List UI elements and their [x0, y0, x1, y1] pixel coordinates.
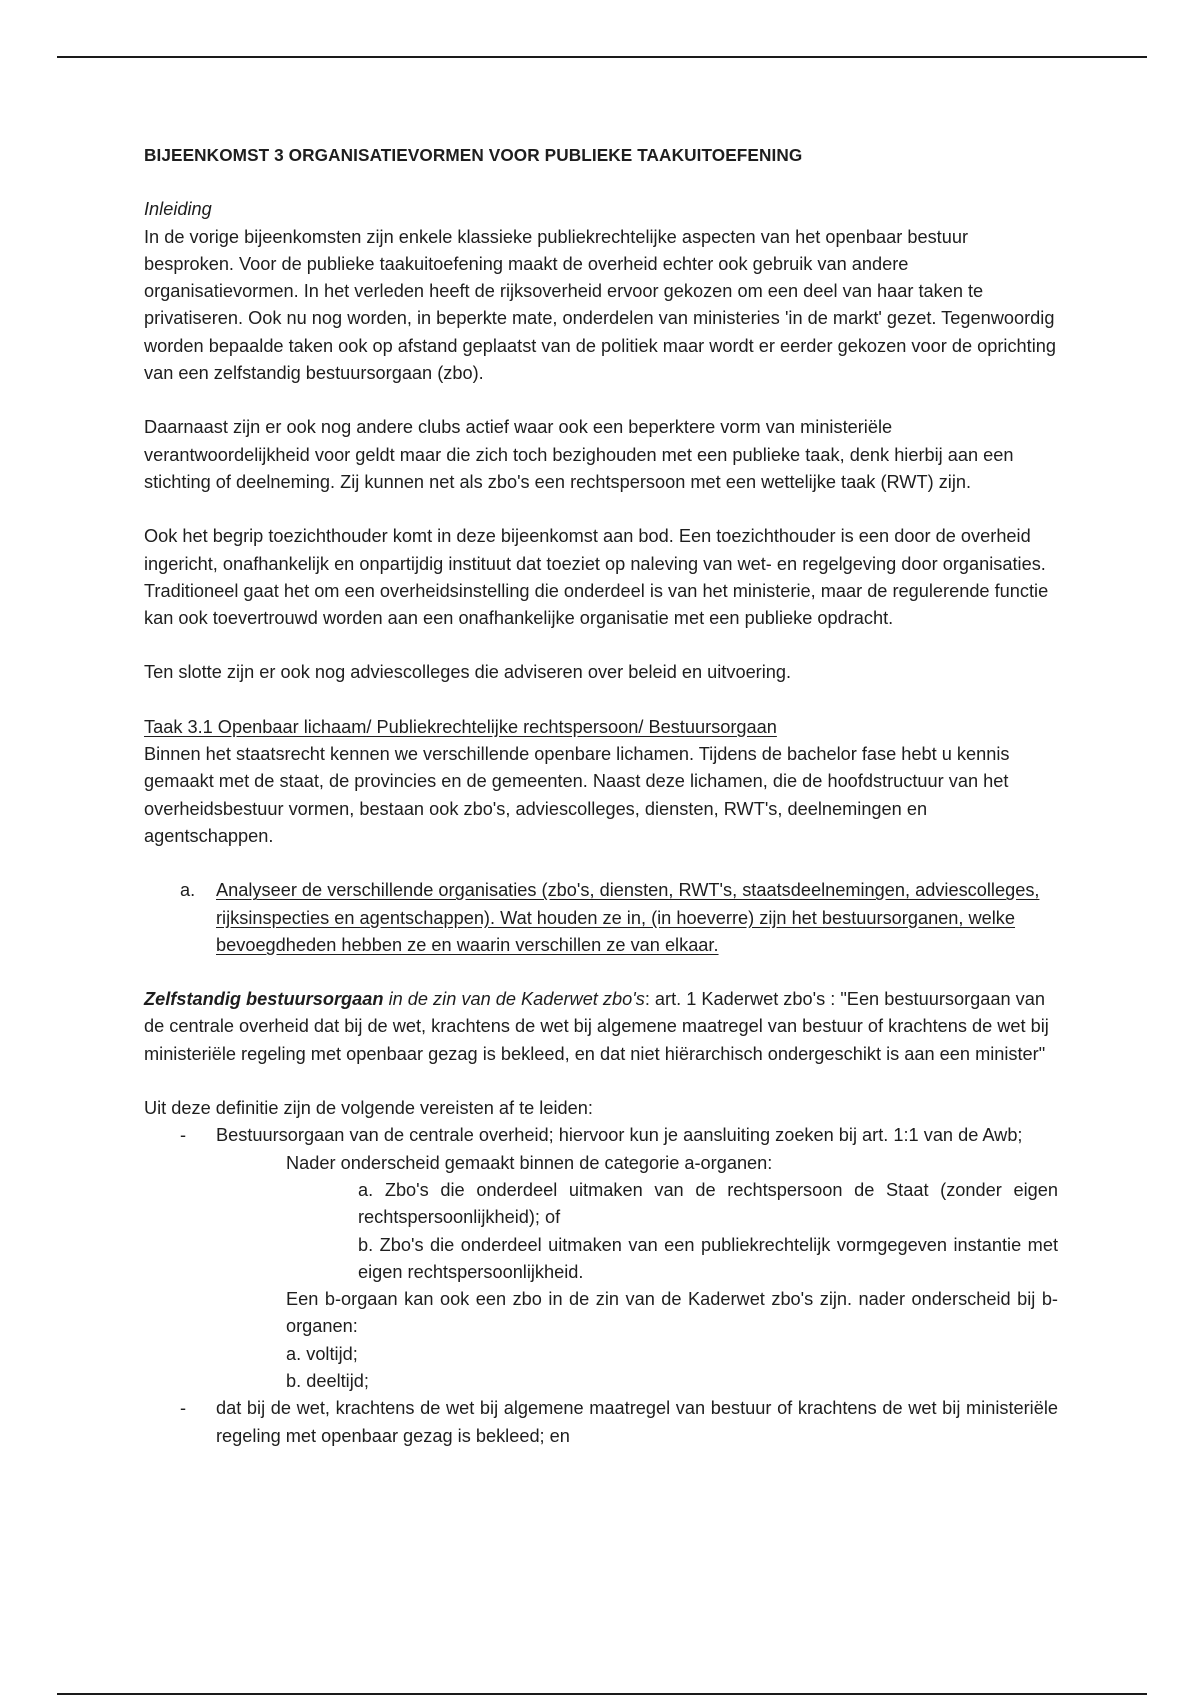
a-organen-intro: Nader onderscheid gemaakt binnen de categorie a-organen: — [286, 1152, 773, 1173]
intro-paragraph-3: Ook het begrip toezichthouder komt in deze bijeenkomst aan bod. Een toezichthouder is een door de overheid ingericht, onafhankelijk en onpartijdig instituut dat toeziet op naleving van wet- en regelgeving door organisaties. Traditioneel gaat het om een overheidsinstelling die onderdeel is van het ministerie, maar de regulerende functie kan ook toevertrouwd worden aan een onafhankelijke organisatie met een publieke opdracht. — [144, 526, 1049, 629]
definition-term: Zelfstandig bestuursorgaan — [144, 989, 384, 1010]
definition-text: : art. 1 Kaderwet zbo's : "Een bestuursorgaan van de centrale overheid dat bij de wet, krachtens de wet bij algemene maatregel van bestuur of krachtens de wet bij ministeriële regeling met openbaar gezag is bekleed, en dat niet hiërarchisch ondergeschikt is aan een minister" — [144, 989, 1049, 1064]
requirement-text-1: Bestuursorgaan van de centrale overheid; hiervoor kun je aansluiting zoeken bij art. 1:1 van de Awb; — [216, 1125, 1023, 1146]
a-organen-item-b: b. Zbo's die onderdeel uitmaken van een publiekrechtelijk vormgegeven instantie met eigen rechtspersoonlijkheid. — [358, 1234, 1058, 1282]
top-rule — [57, 56, 1147, 58]
intro-paragraph-1: In de vorige bijeenkomsten zijn enkele klassieke publiekrechtelijke aspecten van het openbaar bestuur besproken. Voor de publieke taakuitoefening maakt de overheid echter ook gebruik van andere organisatievormen. In het verleden heeft de rijksoverheid ervoor gekozen om een deel van haar taken te privatiseren. Ook nu nog worden, in beperkte mate, onderdelen van ministeries 'in de markt' gezet. Tegenwoordig worden bepaalde taken ook op afstand geplaatst van de politiek maar wordt er eerder gekozen voor de oprichting van een zelfstandig bestuursorgaan (zbo). — [144, 226, 1056, 384]
bullet-marker: - — [180, 1125, 187, 1146]
task-question-text: Analyseer de verschillende organisaties (zbo's, diensten, RWT's, staatsdeelnemingen, adviescolleges, rijksinspecties en agentschappen). Wat houden ze in, (in hoeverre) zijn het bestuursorganen, welke bevoegdheden hebben ze en waarin verschillen ze van elkaar. — [216, 880, 1040, 955]
a-organen-item-a: a. Zbo's die onderdeel uitmaken van de rechtspersoon de Staat (zonder eigen rechtspersoonlijkheid); of — [358, 1179, 1058, 1228]
requirements-intro: Uit deze definitie zijn de volgende vereisten af te leiden: — [144, 1098, 593, 1119]
requirement-bullet-2 — [144, 1395, 1058, 1450]
b-organen-intro: Een b-orgaan kan ook een zbo in de zin van de Kaderwet zbo's zijn. nader onderscheid bij b-organen: — [286, 1289, 1058, 1337]
task-question — [144, 877, 1058, 959]
intro-paragraph-2: Daarnaast zijn er ook nog andere clubs actief waar ook een beperktere vorm van ministeriële verantwoordelijkheid voor geldt maar die zich toch bezighouden met een publieke taak, denk hierbij aan een stichting of deelneming. Zij kunnen net als zbo's een rechtspersoon met een wettelijke taak (RWT) zijn. — [144, 417, 1014, 492]
task-question-marker: a. — [180, 880, 196, 901]
requirement-text-2: dat bij de wet, krachtens de wet bij algemene maatregel van bestuur of krachtens de wet bij ministeriële regeling met openbaar gezag is bekleed; en — [216, 1398, 1058, 1446]
intro-paragraph-4: Ten slotte zijn er ook nog adviescolleges die adviseren over beleid en uitvoering. — [144, 662, 792, 683]
bullet-marker: - — [180, 1398, 187, 1419]
definition — [144, 986, 1058, 1068]
b-organen-item-a: a. voltijd; — [286, 1343, 358, 1364]
document-title: BIJEENKOMST 3 ORGANISATIEVORMEN VOOR PUBLIEKE TAAKUITOEFENING — [144, 145, 803, 165]
document-body — [144, 142, 1058, 1450]
task-heading-text: Taak 3.1 Openbaar lichaam/ Publiekrechtelijke rechtspersoon/ Bestuursorgaan — [144, 716, 777, 737]
definition-context: in de zin van de Kaderwet zbo's — [383, 989, 645, 1010]
requirement-bullet-1 — [144, 1122, 1058, 1149]
bottom-rule — [57, 1693, 1147, 1695]
intro-heading: Inleiding — [144, 199, 212, 220]
b-organen-item-b: b. deeltijd; — [286, 1370, 369, 1391]
task-heading — [144, 714, 1058, 741]
task-intro: Binnen het staatsrecht kennen we verschillende openbare lichamen. Tijdens de bachelor fase hebt u kennis gemaakt met de staat, de provincies en de gemeenten. Naast deze lichamen, die de hoofdstructuur van het overheidsbestuur vormen, bestaan ook zbo's, adviescolleges, diensten, RWT's, deelnemingen en agentschappen. — [144, 744, 1010, 846]
